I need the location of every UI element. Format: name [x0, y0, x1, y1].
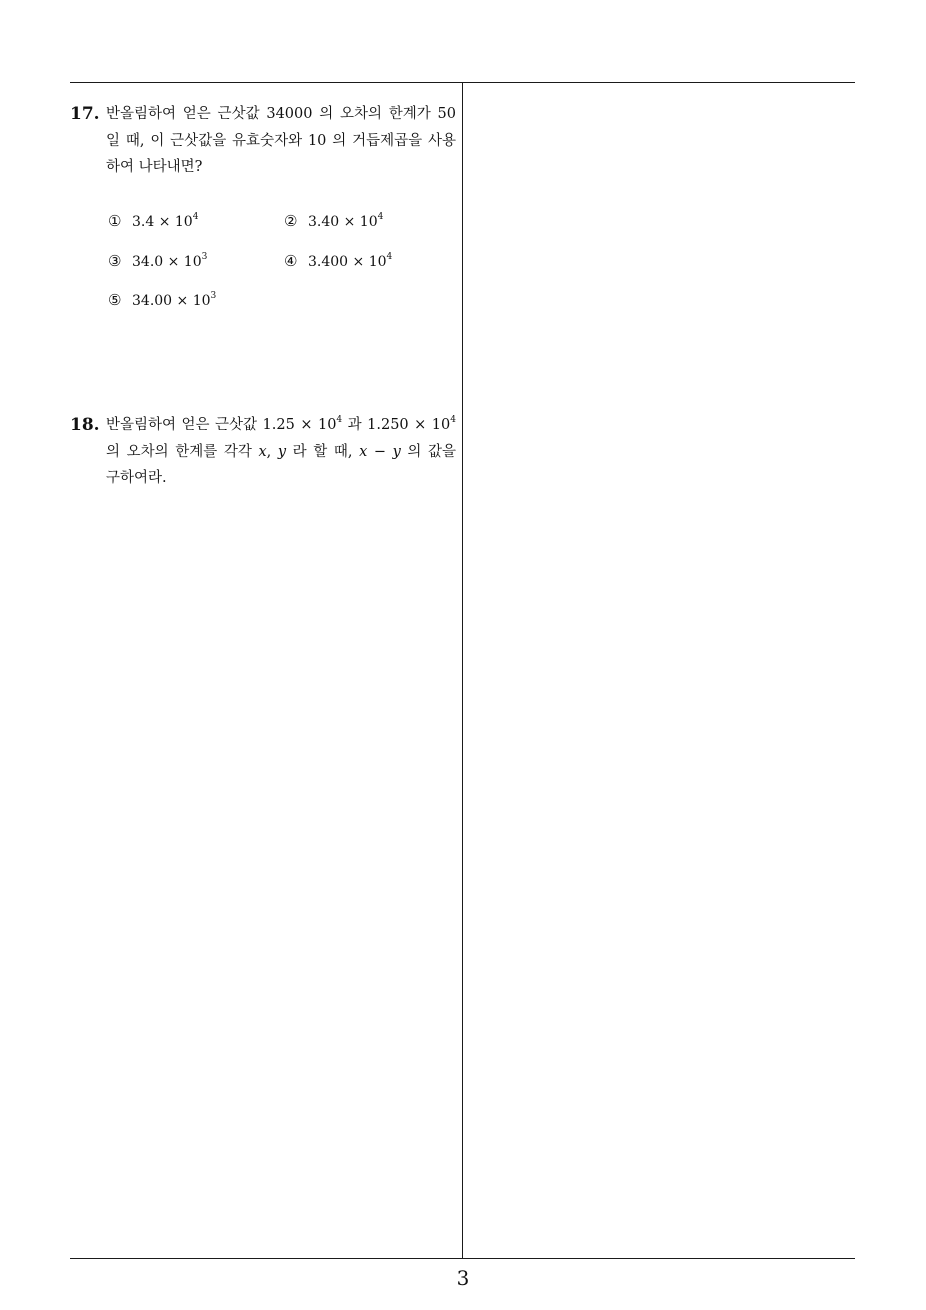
text-segment: , — [266, 443, 278, 460]
text-segment: 의 오차의 한계를 각각 — [106, 443, 259, 460]
question-line — [106, 439, 456, 466]
question-text — [106, 101, 456, 181]
question-text — [106, 412, 456, 492]
math-variable-y: y — [277, 443, 287, 460]
question-line: 구하여라. — [106, 470, 167, 486]
math-expression: x − y — [359, 443, 401, 460]
choice-1[interactable] — [108, 210, 198, 233]
choice-marker: ④ — [284, 252, 298, 270]
text-segment: 라 할 때, — [286, 443, 360, 460]
text-segment: 의 값을 — [400, 443, 457, 460]
question-18 — [70, 412, 456, 492]
choice-exponent: 4 — [377, 212, 384, 223]
text-segment: 반올림하여 얻은 근삿값 1.25 × 10 — [106, 417, 337, 433]
choice-exponent: 3 — [210, 291, 217, 302]
question-line: 반올림하여 얻은 근삿값 34000 의 오차의 한계가 50 — [106, 106, 456, 122]
choice-marker: ① — [108, 212, 122, 230]
choice-exponent: 4 — [386, 252, 393, 263]
question-number: 18. — [70, 415, 100, 435]
choice-2[interactable] — [284, 210, 383, 233]
choice-marker: ② — [284, 212, 298, 230]
text-segment: 과 1.250 × 10 — [342, 417, 451, 433]
choice-marker: ③ — [108, 252, 122, 270]
question-line: 일 때, 이 근삿값을 유효숫자와 10 의 거듭제곱을 사용 — [106, 132, 456, 149]
exponent: 4 — [336, 415, 343, 426]
question-line: 하여 나타내면? — [106, 159, 203, 175]
choice-value: 34.00 × 10 — [132, 293, 211, 309]
exponent: 4 — [450, 415, 456, 426]
choice-exponent: 3 — [201, 252, 208, 263]
choice-value: 34.0 × 10 — [132, 254, 202, 270]
column-divider — [462, 82, 463, 1258]
footer-rule — [70, 1258, 855, 1259]
choice-marker: ⑤ — [108, 291, 122, 309]
choice-3[interactable] — [108, 250, 207, 273]
choice-value: 3.4 × 10 — [132, 214, 193, 230]
question-17 — [70, 101, 456, 181]
choice-value: 3.400 × 10 — [308, 254, 387, 270]
page-number: 3 — [456, 1266, 470, 1290]
choice-5[interactable] — [108, 289, 216, 312]
question-number: 17. — [70, 104, 100, 124]
question-line — [106, 412, 456, 439]
choice-4[interactable] — [284, 250, 392, 273]
math-variable-x: x — [258, 443, 267, 460]
choice-exponent: 4 — [192, 212, 199, 223]
choice-value: 3.40 × 10 — [308, 214, 378, 230]
